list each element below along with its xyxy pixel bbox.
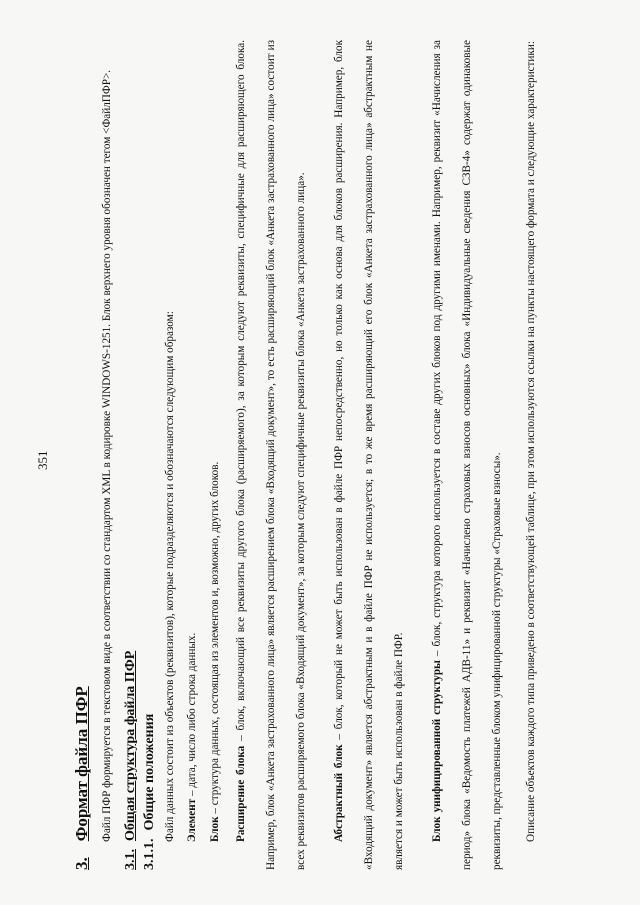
spacer bbox=[316, 40, 324, 870]
section-title: Формат файла ПФР bbox=[72, 686, 91, 842]
extension-block-text: – блок, включающий все реквизиты другого блока (расширяемого), за которым следуют реквизиты, специфичные для расширяющего блока. Например, блок «Анкета застрахованного лица» является расширением блока «Входящий документ», то есть расширяющий блок «Анкета застрахованного лица» состоит из всех реквизитов расширяемого блока «Входящий документ», за которым следуют специфичные реквизиты блока «Анкета застрахованного лица». bbox=[235, 40, 307, 870]
unified-block-definition bbox=[422, 40, 512, 870]
abstract-block-term: Абстрактный блок bbox=[333, 744, 345, 842]
block-text: – структура данных, состоящая из элементов и, возможно, других блоков. bbox=[208, 461, 221, 817]
extension-block-term: Расширение блока bbox=[235, 745, 247, 842]
section-number: 3. bbox=[72, 857, 91, 870]
abstract-block-text: – блок, который не может быть использован в файле ПФР непосредственно, но только как основа для блоков расширения. Например, блок «Входящий документ» является абстрактным и в файле ПФР не используется; в то же время расширяющий его блок «Анкета застрахованного лица» абстрактным не является и может быть использован в файле ПФР. bbox=[333, 39, 405, 870]
abstract-block-definition bbox=[324, 40, 414, 870]
subsection-heading bbox=[121, 40, 141, 870]
element-term: Элемент bbox=[186, 798, 198, 842]
intro-paragraph: Файл ПФР формируется в текстовом виде в соответствии со стандартом XML в кодировке WINDOWS-1251. Блок верхнего уровня обозначен тегом <ФайлПФР>. bbox=[101, 69, 113, 842]
extension-block-definition bbox=[226, 40, 316, 870]
page-number: 351 bbox=[35, 450, 50, 470]
subsection-number: 3.1. bbox=[122, 849, 138, 870]
subsection-title: Общая структура файла ПФР bbox=[122, 650, 138, 841]
section-heading bbox=[70, 40, 94, 870]
block-term: Блок bbox=[208, 816, 221, 842]
subsubsection-number: 3.1.1. bbox=[141, 838, 157, 870]
file-objects-paragraph: Файл данных состоит из объектов (реквизитов), которые подразделяются и обозначаются следующим образом: bbox=[163, 311, 176, 842]
subsubsection-heading bbox=[141, 40, 159, 870]
block-definition bbox=[204, 40, 227, 870]
unified-block-term: Блок унифицированной структуры bbox=[431, 660, 443, 842]
spacer bbox=[512, 40, 520, 870]
element-definition bbox=[181, 40, 204, 870]
spacer bbox=[414, 40, 422, 870]
description-paragraph: Описание объектов каждого типа приведено в соответствующей таблице, при этом используются ссылки на пункты настоящего формата и следующие характеристики: bbox=[525, 41, 537, 842]
element-text: – дата, число либо строка данных. bbox=[186, 632, 198, 799]
subsubsection-title: Общие положения bbox=[141, 713, 157, 831]
unified-block-text: – блок, структура которого используется в составе других блоков под другими именами. Например, реквизит «Начисления за период» блока «Ведомость платежей АДВ-11» и реквизит «Начислено страховых взносов основных» блока «Индивидуальные сведения СЗВ-4» содержат одинаковые реквизиты, представленные блоком унифицированной структуры «Страховые взносы». bbox=[431, 39, 503, 870]
rotated-page-content bbox=[30, 30, 610, 880]
page-body bbox=[70, 40, 543, 870]
